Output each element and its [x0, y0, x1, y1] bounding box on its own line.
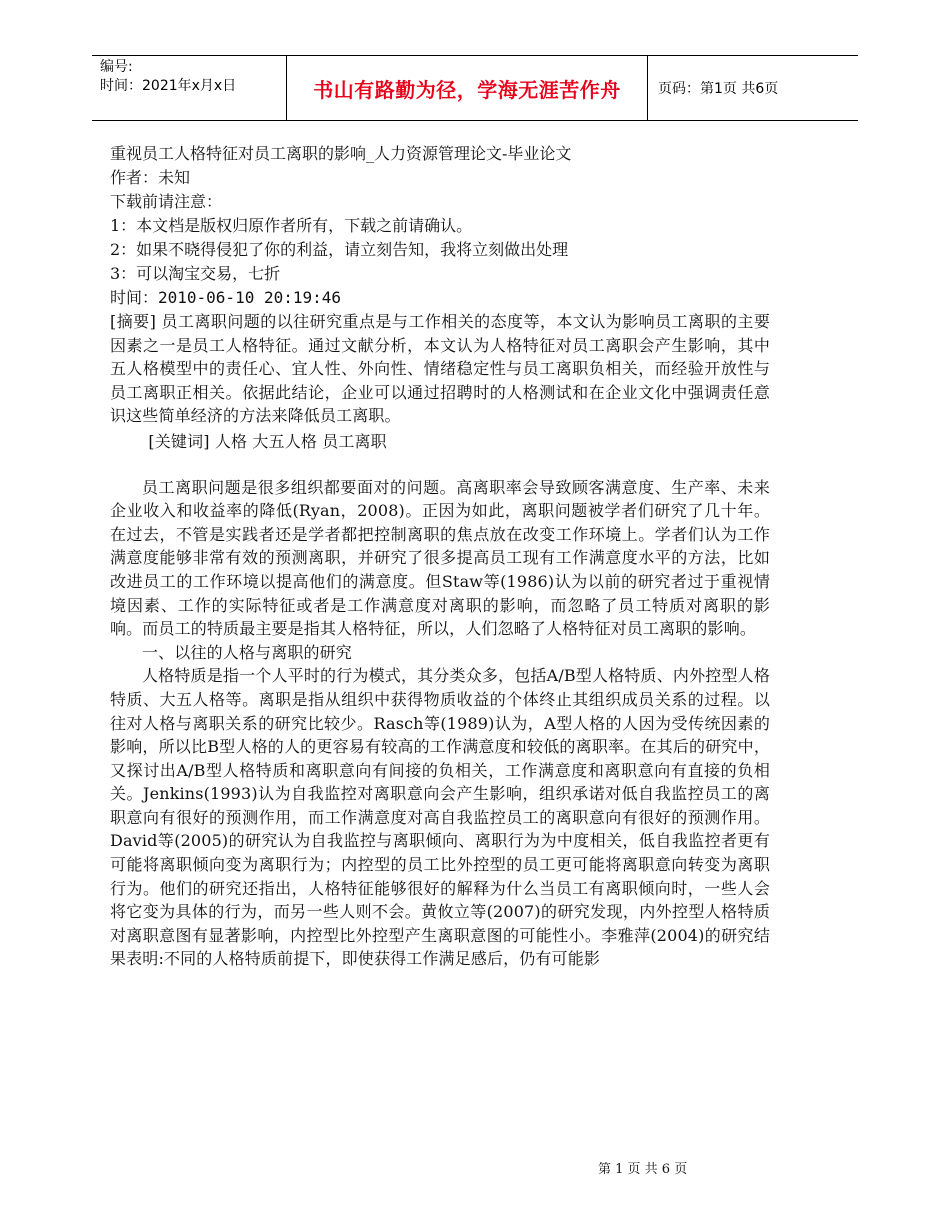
header-meta [92, 56, 286, 120]
notice-title: 下载前请注意： [110, 192, 223, 211]
notice-item: 1：本文档是版权归原作者所有，下载之前请确认。 [110, 216, 473, 235]
paragraph-gap [110, 454, 770, 476]
document-author: 作者：未知 [110, 168, 191, 187]
notice-item: 3：可以淘宝交易，七折 [110, 264, 281, 283]
paragraph-intro: 员工离职问题是很多组织都要面对的问题。高离职率会导致顾客满意度、生产率、未来企业收入和收益率的降低(Ryan，2008)。正因为如此，离职问题被学者们研究了几十年。在过去，不管是实践者还是学者都把控制离职的焦点放在改变工作环境上。学者们认为工作满意度能够非常有效的预测离职，并研究了很多提高员工现有工作满意度水平的方法，比如改进员工的工作环境以提高他们的满意度。但Staw等(1986)认为以前的研究者过于重视情境因素、工作的实际特征或者是工作满意度对离职的影响，而忽略了员工特质对离职的影响。而员工的特质最主要是指其人格特征，所以，人们忽略了人格特征对员工离职的影响。 [110, 477, 770, 639]
header-number-label: 编号: [100, 59, 133, 75]
notice-item: 2：如果不晓得侵犯了你的利益，请立刻告知，我将立刻做出处理 [110, 240, 569, 259]
keywords: [关键词] 人格 大五人格 员工离职 [148, 431, 387, 451]
section-heading: 一、以往的人格与离职的研究 [142, 642, 352, 662]
document-body [110, 142, 770, 971]
document-time: 时间：2010-06-10 20:19:46 [110, 288, 342, 307]
header-motto: 书山有路勤为径，学海无涯苦作舟 [286, 56, 648, 120]
paragraph-research: 人格特质是指一个人平时的行为模式，其分类众多，包括A/B型人格特质、内外控型人格特质、大五人格等。离职是指从组织中获得物质收益的个体终止其组织成员关系的过程。以往对人格与离职关系的研究比较少。Rasch等(1989)认为，A型人格的人因为受传统因素的影响，所以比B型人格的人的更容易有较高的工作满意度和较低的离职率。在其后的研究中，又探讨出A/B型人格特质和离职意向有间接的负相关，工作满意度和离职意向有直接的负相关。Jenkins(1993)认为自我监控对离职意向会产生影响，组织承诺对低自我监控员工的离职意向有很好的预测作用，而工作满意度对高自我监控员工的离职意向有很好的预测作用。David等(2005)的研究认为自我监控与离职倾向、离职行为为中度相关，低自我监控者更有可能将离职倾向变为离职行为；内控型的员工比外控型的员工更可能将离职意向转变为离职行为。他们的研究还指出，人格特征能够很好的解释为什么当员工有离职倾向时，一些人会将它变为具体的行为，而另一些人则不会。黄攸立等(2007)的研究发现，内外控型人格特质对离职意图有显著影响，内控型比外控型产生离职意图的可能性小。李雅萍(2004)的研究结果表明:不同的人格特质前提下，即使获得工作满足感后，仍有可能影 [110, 666, 770, 969]
header-page-info: 页码：第1页 共6页 [658, 81, 779, 97]
page-footer: 第 1 页 共 6 页 [598, 1162, 688, 1177]
page-header [92, 55, 858, 121]
header-time-label: 时间：2021年x月x日 [100, 78, 237, 94]
document-title: 重视员工人格特征对员工离职的影响_人力资源管理论文-毕业论文 [110, 144, 572, 163]
abstract: [摘要] 员工离职问题的以往研究重点是与工作相关的态度等，本文认为影响员工离职的主要因素之一是员工人格特征。通过文献分析，本文认为人格特征对员工离职会产生影响，其中五人格模型中的责任心、宜人性、外向性、情绪稳定性与员工离职负相关，而经验开放性与员工离职正相关。依据此结论，企业可以通过招聘时的人格测试和在企业文化中强调责任意识这些简单经济的方法来降低员工离职。 [110, 312, 770, 426]
